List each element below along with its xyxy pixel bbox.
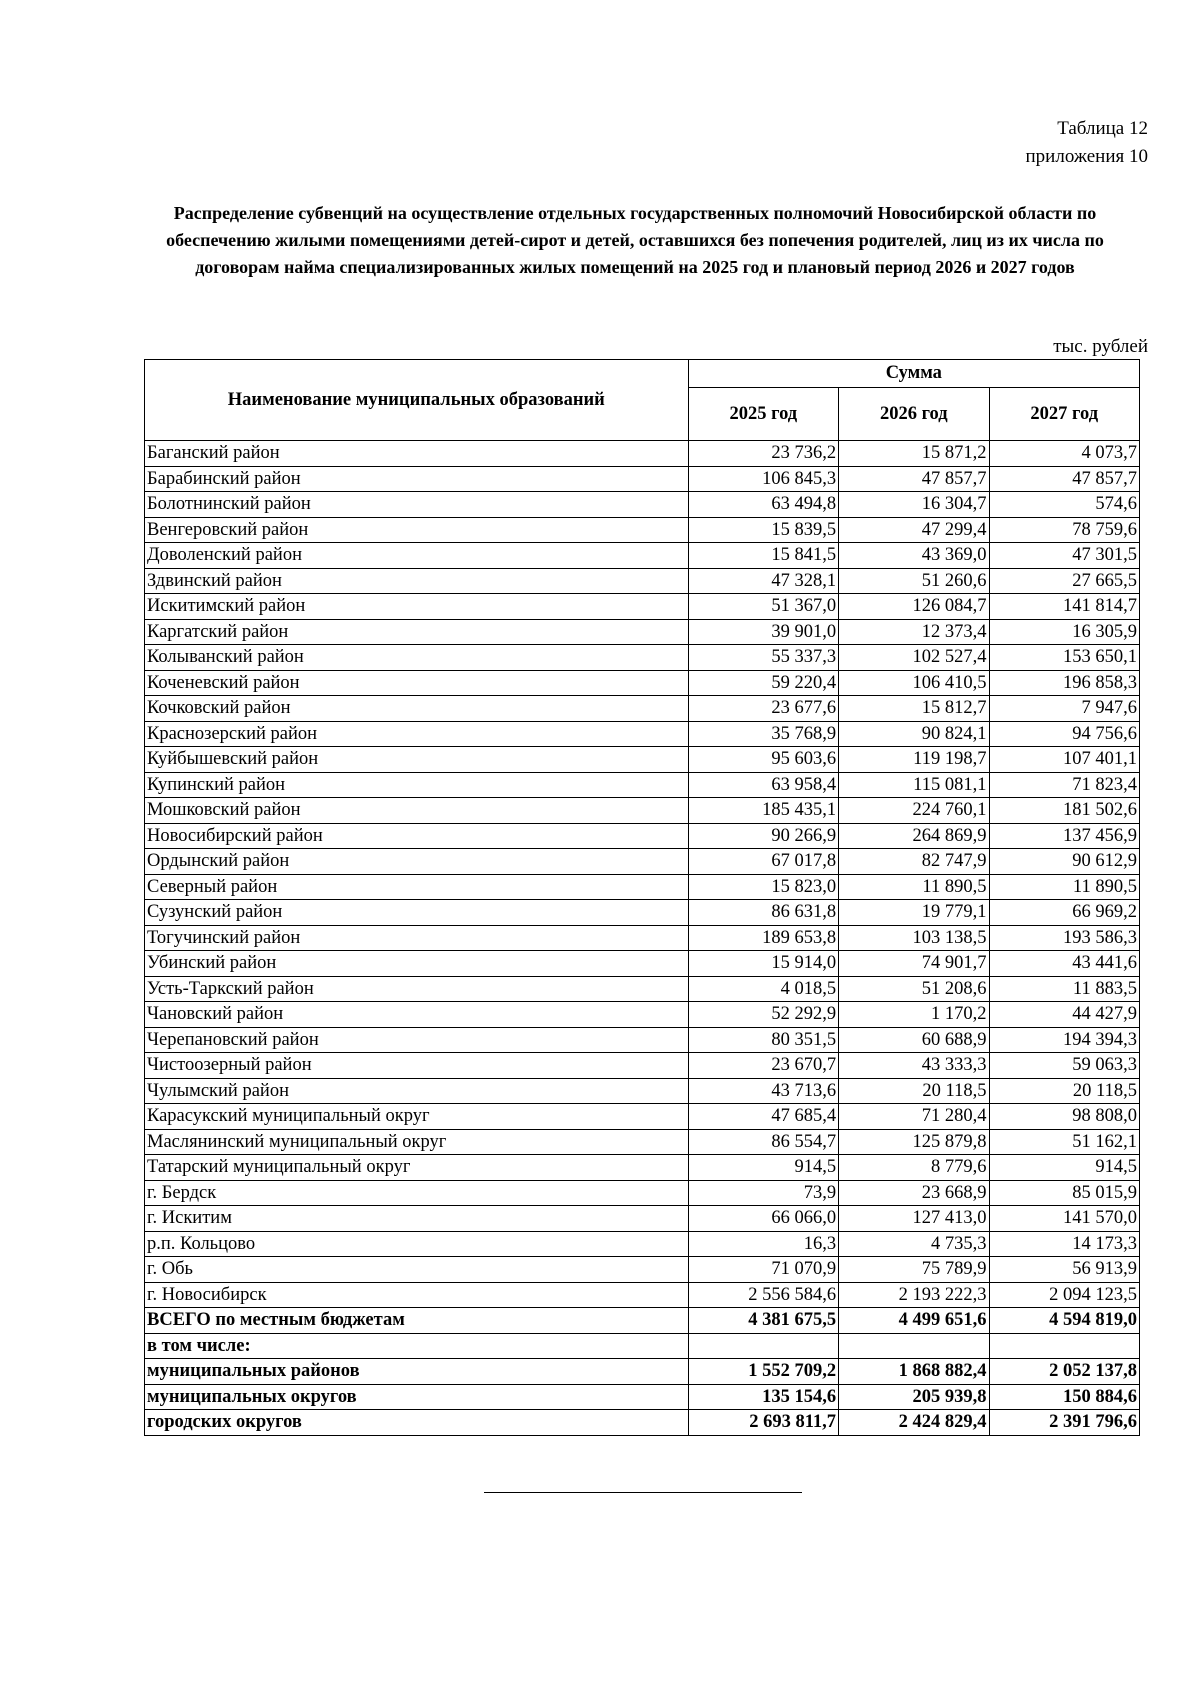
value-2025: 15 839,5 <box>688 517 838 543</box>
table-row <box>145 619 1140 645</box>
appendix-number: приложения 10 <box>1025 146 1148 167</box>
table-row <box>145 441 1140 467</box>
value-2027: 47 301,5 <box>989 543 1140 569</box>
table-row <box>145 1410 1140 1436</box>
value-2026: 224 760,1 <box>839 798 989 824</box>
value-2025: 2 693 811,7 <box>688 1410 838 1436</box>
table-body <box>145 441 1140 1436</box>
value-2026: 1 170,2 <box>839 1002 989 1028</box>
municipality-name: Венгеровский район <box>145 517 689 543</box>
value-2026: 102 527,4 <box>839 645 989 671</box>
municipality-name: Чановский район <box>145 1002 689 1028</box>
value-2027: 14 173,3 <box>989 1231 1140 1257</box>
value-2025: 914,5 <box>688 1155 838 1181</box>
value-2025: 2 556 584,6 <box>688 1282 838 1308</box>
value-2025: 90 266,9 <box>688 823 838 849</box>
table-row <box>145 1206 1140 1232</box>
value-2026: 75 789,9 <box>839 1257 989 1283</box>
value-2025: 63 958,4 <box>688 772 838 798</box>
value-2026: 74 901,7 <box>839 951 989 977</box>
municipality-name: Мошковский район <box>145 798 689 824</box>
municipality-name: Чистоозерный район <box>145 1053 689 1079</box>
value-2026: 4 735,3 <box>839 1231 989 1257</box>
units-label: тыс. рублей <box>1053 336 1148 357</box>
value-2025: 35 768,9 <box>688 721 838 747</box>
end-rule <box>484 1492 802 1493</box>
value-2026: 264 869,9 <box>839 823 989 849</box>
municipality-name: Коченевский район <box>145 670 689 696</box>
year-2027-header: 2027 год <box>989 388 1140 441</box>
value-2027: 153 650,1 <box>989 645 1140 671</box>
value-2026: 8 779,6 <box>839 1155 989 1181</box>
value-2025: 23 677,6 <box>688 696 838 722</box>
table-row <box>145 1282 1140 1308</box>
value-2026: 15 812,7 <box>839 696 989 722</box>
value-2025: 106 845,3 <box>688 466 838 492</box>
table-row <box>145 1002 1140 1028</box>
value-2027: 56 913,9 <box>989 1257 1140 1283</box>
value-2026: 115 081,1 <box>839 772 989 798</box>
table-row <box>145 925 1140 951</box>
municipality-name: г. Искитим <box>145 1206 689 1232</box>
municipality-name: Новосибирский район <box>145 823 689 849</box>
table-row <box>145 721 1140 747</box>
table-row <box>145 1129 1140 1155</box>
municipality-name: Доволенский район <box>145 543 689 569</box>
value-2027: 43 441,6 <box>989 951 1140 977</box>
value-2026: 90 824,1 <box>839 721 989 747</box>
value-2027: 196 858,3 <box>989 670 1140 696</box>
table-row <box>145 849 1140 875</box>
municipality-name: Черепановский район <box>145 1027 689 1053</box>
value-2027: 66 969,2 <box>989 900 1140 926</box>
value-2026: 11 890,5 <box>839 874 989 900</box>
table-row <box>145 1384 1140 1410</box>
municipality-name: Ордынский район <box>145 849 689 875</box>
value-2025: 15 841,5 <box>688 543 838 569</box>
value-2025: 185 435,1 <box>688 798 838 824</box>
value-2025: 80 351,5 <box>688 1027 838 1053</box>
table-header <box>145 360 1140 441</box>
value-2026: 19 779,1 <box>839 900 989 926</box>
year-2025-header: 2025 год <box>688 388 838 441</box>
value-2026: 125 879,8 <box>839 1129 989 1155</box>
municipality-name: р.п. Кольцово <box>145 1231 689 1257</box>
value-2026 <box>839 1333 989 1359</box>
value-2027: 137 456,9 <box>989 823 1140 849</box>
value-2026: 23 668,9 <box>839 1180 989 1206</box>
value-2026: 71 280,4 <box>839 1104 989 1130</box>
table-row <box>145 1359 1140 1385</box>
municipality-name: Татарский муниципальный округ <box>145 1155 689 1181</box>
value-2026: 43 369,0 <box>839 543 989 569</box>
table-row <box>145 976 1140 1002</box>
table-row <box>145 568 1140 594</box>
table-row <box>145 823 1140 849</box>
value-2025: 16,3 <box>688 1231 838 1257</box>
value-2025: 55 337,3 <box>688 645 838 671</box>
value-2027: 107 401,1 <box>989 747 1140 773</box>
municipality-name: г. Бердск <box>145 1180 689 1206</box>
municipality-name: Баганский район <box>145 441 689 467</box>
value-2027: 85 015,9 <box>989 1180 1140 1206</box>
municipality-name: Барабинский район <box>145 466 689 492</box>
municipality-name: ВСЕГО по местным бюджетам <box>145 1308 689 1334</box>
value-2025: 43 713,6 <box>688 1078 838 1104</box>
value-2027: 11 883,5 <box>989 976 1140 1002</box>
municipality-name: Колыванский район <box>145 645 689 671</box>
value-2026: 103 138,5 <box>839 925 989 951</box>
municipality-name: муниципальных округов <box>145 1384 689 1410</box>
municipality-column-header: Наименование муниципальных образований <box>145 360 689 441</box>
subvention-table <box>144 359 1140 1436</box>
municipality-name: Искитимский район <box>145 594 689 620</box>
value-2025: 189 653,8 <box>688 925 838 951</box>
value-2027: 194 394,3 <box>989 1027 1140 1053</box>
value-2027: 98 808,0 <box>989 1104 1140 1130</box>
table-row <box>145 747 1140 773</box>
table-row <box>145 543 1140 569</box>
value-2027: 51 162,1 <box>989 1129 1140 1155</box>
table-row <box>145 1053 1140 1079</box>
value-2027: 150 884,6 <box>989 1384 1140 1410</box>
table-row <box>145 594 1140 620</box>
value-2027: 71 823,4 <box>989 772 1140 798</box>
value-2027: 16 305,9 <box>989 619 1140 645</box>
value-2025: 86 554,7 <box>688 1129 838 1155</box>
value-2025: 71 070,9 <box>688 1257 838 1283</box>
value-2026: 106 410,5 <box>839 670 989 696</box>
value-2025: 73,9 <box>688 1180 838 1206</box>
value-2025 <box>688 1333 838 1359</box>
value-2027: 141 570,0 <box>989 1206 1140 1232</box>
table-row <box>145 1104 1140 1130</box>
table-row <box>145 1155 1140 1181</box>
value-2026: 12 373,4 <box>839 619 989 645</box>
table-row <box>145 900 1140 926</box>
value-2027: 914,5 <box>989 1155 1140 1181</box>
value-2025: 67 017,8 <box>688 849 838 875</box>
municipality-name: Карасукский муниципальный округ <box>145 1104 689 1130</box>
municipality-name: Краснозерский район <box>145 721 689 747</box>
value-2027: 181 502,6 <box>989 798 1140 824</box>
document-title: Распределение субвенций на осуществление отдельных государственных полномочий Новосибирской области по обеспечению жилыми помещениями детей-сирот и детей, оставшихся без попечения родителей, лиц из их числа по договорам найма специализированных жилых помещений на 2025 год и плановый период 2026 и 2027 годов <box>166 203 1104 277</box>
value-2026: 119 198,7 <box>839 747 989 773</box>
value-2026: 16 304,7 <box>839 492 989 518</box>
table-row <box>145 772 1140 798</box>
municipality-name: городских округов <box>145 1410 689 1436</box>
value-2025: 95 603,6 <box>688 747 838 773</box>
table-row <box>145 670 1140 696</box>
value-2026: 4 499 651,6 <box>839 1308 989 1334</box>
value-2025: 59 220,4 <box>688 670 838 696</box>
value-2026: 1 868 882,4 <box>839 1359 989 1385</box>
value-2025: 23 670,7 <box>688 1053 838 1079</box>
value-2027: 574,6 <box>989 492 1140 518</box>
table-row <box>145 645 1140 671</box>
municipality-name: г. Обь <box>145 1257 689 1283</box>
municipality-name: Маслянинский муниципальный округ <box>145 1129 689 1155</box>
value-2026: 126 084,7 <box>839 594 989 620</box>
municipality-name: Куйбышевский район <box>145 747 689 773</box>
value-2025: 52 292,9 <box>688 1002 838 1028</box>
value-2026: 43 333,3 <box>839 1053 989 1079</box>
table-row <box>145 1308 1140 1334</box>
value-2025: 15 914,0 <box>688 951 838 977</box>
value-2026: 51 260,6 <box>839 568 989 594</box>
table-row <box>145 798 1140 824</box>
value-2025: 23 736,2 <box>688 441 838 467</box>
value-2025: 15 823,0 <box>688 874 838 900</box>
table-row <box>145 874 1140 900</box>
value-2025: 4 018,5 <box>688 976 838 1002</box>
value-2025: 4 381 675,5 <box>688 1308 838 1334</box>
value-2027: 78 759,6 <box>989 517 1140 543</box>
year-2026-header: 2026 год <box>839 388 989 441</box>
value-2025: 63 494,8 <box>688 492 838 518</box>
value-2026: 47 857,7 <box>839 466 989 492</box>
value-2027: 11 890,5 <box>989 874 1140 900</box>
municipality-name: муниципальных районов <box>145 1359 689 1385</box>
value-2025: 47 328,1 <box>688 568 838 594</box>
value-2025: 47 685,4 <box>688 1104 838 1130</box>
value-2025: 1 552 709,2 <box>688 1359 838 1385</box>
table-row <box>145 696 1140 722</box>
table-row <box>145 951 1140 977</box>
municipality-name: Чулымский район <box>145 1078 689 1104</box>
table-row <box>145 1078 1140 1104</box>
sum-column-header: Сумма <box>688 360 1139 388</box>
value-2025: 86 631,8 <box>688 900 838 926</box>
municipality-name: Каргатский район <box>145 619 689 645</box>
value-2026: 82 747,9 <box>839 849 989 875</box>
municipality-name: Усть-Таркский район <box>145 976 689 1002</box>
municipality-name: Северный район <box>145 874 689 900</box>
value-2026: 2 424 829,4 <box>839 1410 989 1436</box>
value-2027: 7 947,6 <box>989 696 1140 722</box>
table-row <box>145 466 1140 492</box>
value-2026: 60 688,9 <box>839 1027 989 1053</box>
value-2026: 47 299,4 <box>839 517 989 543</box>
value-2025: 135 154,6 <box>688 1384 838 1410</box>
table-row <box>145 1180 1140 1206</box>
value-2027: 47 857,7 <box>989 466 1140 492</box>
value-2027: 20 118,5 <box>989 1078 1140 1104</box>
value-2027: 4 073,7 <box>989 441 1140 467</box>
value-2027: 2 391 796,6 <box>989 1410 1140 1436</box>
table-row <box>145 517 1140 543</box>
value-2027: 59 063,3 <box>989 1053 1140 1079</box>
table-row <box>145 1257 1140 1283</box>
value-2026: 2 193 222,3 <box>839 1282 989 1308</box>
table-row <box>145 492 1140 518</box>
value-2027: 4 594 819,0 <box>989 1308 1140 1334</box>
value-2027: 2 052 137,8 <box>989 1359 1140 1385</box>
value-2027: 44 427,9 <box>989 1002 1140 1028</box>
municipality-name: Тогучинский район <box>145 925 689 951</box>
municipality-name: г. Новосибирск <box>145 1282 689 1308</box>
municipality-name: Болотнинский район <box>145 492 689 518</box>
value-2027: 193 586,3 <box>989 925 1140 951</box>
value-2026: 127 413,0 <box>839 1206 989 1232</box>
value-2026: 15 871,2 <box>839 441 989 467</box>
municipality-name: Кочковский район <box>145 696 689 722</box>
value-2027: 94 756,6 <box>989 721 1140 747</box>
table-row <box>145 1027 1140 1053</box>
municipality-name: Убинский район <box>145 951 689 977</box>
value-2027: 27 665,5 <box>989 568 1140 594</box>
municipality-name: Сузунский район <box>145 900 689 926</box>
value-2026: 205 939,8 <box>839 1384 989 1410</box>
value-2026: 20 118,5 <box>839 1078 989 1104</box>
value-2027: 90 612,9 <box>989 849 1140 875</box>
municipality-name: Здвинский район <box>145 568 689 594</box>
value-2025: 39 901,0 <box>688 619 838 645</box>
value-2027: 2 094 123,5 <box>989 1282 1140 1308</box>
value-2027 <box>989 1333 1140 1359</box>
value-2025: 66 066,0 <box>688 1206 838 1232</box>
table-number: Таблица 12 <box>1057 118 1148 139</box>
table-row <box>145 1333 1140 1359</box>
table-row <box>145 1231 1140 1257</box>
value-2026: 51 208,6 <box>839 976 989 1002</box>
value-2025: 51 367,0 <box>688 594 838 620</box>
value-2027: 141 814,7 <box>989 594 1140 620</box>
municipality-name: Купинский район <box>145 772 689 798</box>
municipality-name: в том числе: <box>145 1333 689 1359</box>
